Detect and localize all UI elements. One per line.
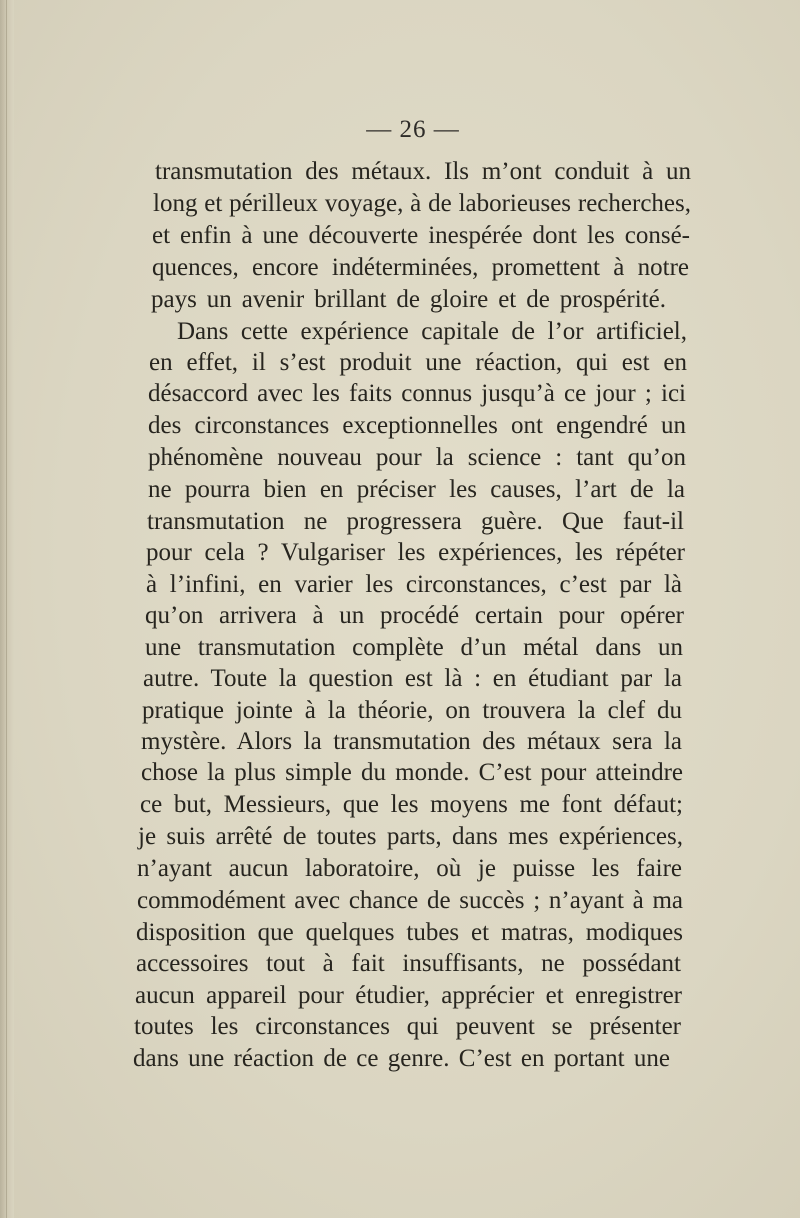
text-line: commodément avec chance de succès ; n’ayant à ma	[137, 887, 683, 914]
text-line: chose la plus simple du monde. C’est pour atteindre	[141, 759, 683, 786]
binding-crease	[6, 0, 7, 1218]
text-line: transmutation des métaux. Ils m’ont conduit à un	[155, 158, 691, 185]
text-line: aucun appareil pour étudier, apprécier et enregistrer	[135, 982, 682, 1009]
text-line: accessoires tout à fait insuffisants, ne possédant	[136, 950, 681, 977]
text-line: transmutation ne progressera guère. Que faut-il	[147, 508, 684, 535]
text-line: qu’on arrivera à un procédé certain pour opérer	[145, 602, 684, 629]
text-line: dans une réaction de ce genre. C’est en portant une	[133, 1045, 670, 1072]
text-line: quences, encore indéterminées, promettent à notre	[152, 254, 689, 281]
text-line: des circonstances exceptionnelles ont engendré un	[148, 412, 686, 439]
text-line: ce but, Messieurs, que les moyens me font défaut;	[140, 791, 683, 818]
text-line: phénomène nouveau pour la science : tant qu’on	[148, 444, 686, 471]
text-line: Dans cette expérience capitale de l’or artificiel,	[177, 318, 687, 345]
text-line: toutes les circonstances qui peuvent se présenter	[134, 1013, 681, 1040]
text-line: pays un avenir brillant de gloire et de prospérité.	[151, 286, 666, 313]
text-line: disposition que quelques tubes et matras, modiques	[136, 919, 683, 946]
text-line: une transmutation complète d’un métal dans un	[145, 634, 683, 661]
text-line: désaccord avec les faits connus jusqu’à ce jour ; ici	[148, 380, 686, 407]
text-line: et enfin à une découverte inespérée dont les consé-	[152, 222, 690, 249]
page-number: — 26 —	[366, 116, 460, 143]
text-line: pratique jointe à la théorie, on trouvera la clef du	[142, 697, 682, 724]
page-binding-edge	[0, 0, 14, 1218]
text-line: long et périlleux voyage, à de laborieuses recherches,	[153, 190, 691, 217]
text-line: en effet, il s’est produit une réaction, qui est en	[149, 349, 687, 376]
text-line: n’ayant aucun laboratoire, où je puisse les faire	[137, 855, 682, 882]
text-line: mystère. Alors la transmutation des métaux sera la	[141, 728, 682, 755]
text-line: je suis arrêté de toutes parts, dans mes expériences,	[138, 823, 683, 850]
text-line: pour cela ? Vulgariser les expériences, les répéter	[146, 539, 685, 566]
text-line: à l’infini, en varier les circonstances, c’est par là	[146, 571, 682, 598]
text-line: autre. Toute la question est là : en étudiant par la	[143, 665, 682, 692]
text-line: ne pourra bien en préciser les causes, l’art de la	[148, 476, 685, 503]
